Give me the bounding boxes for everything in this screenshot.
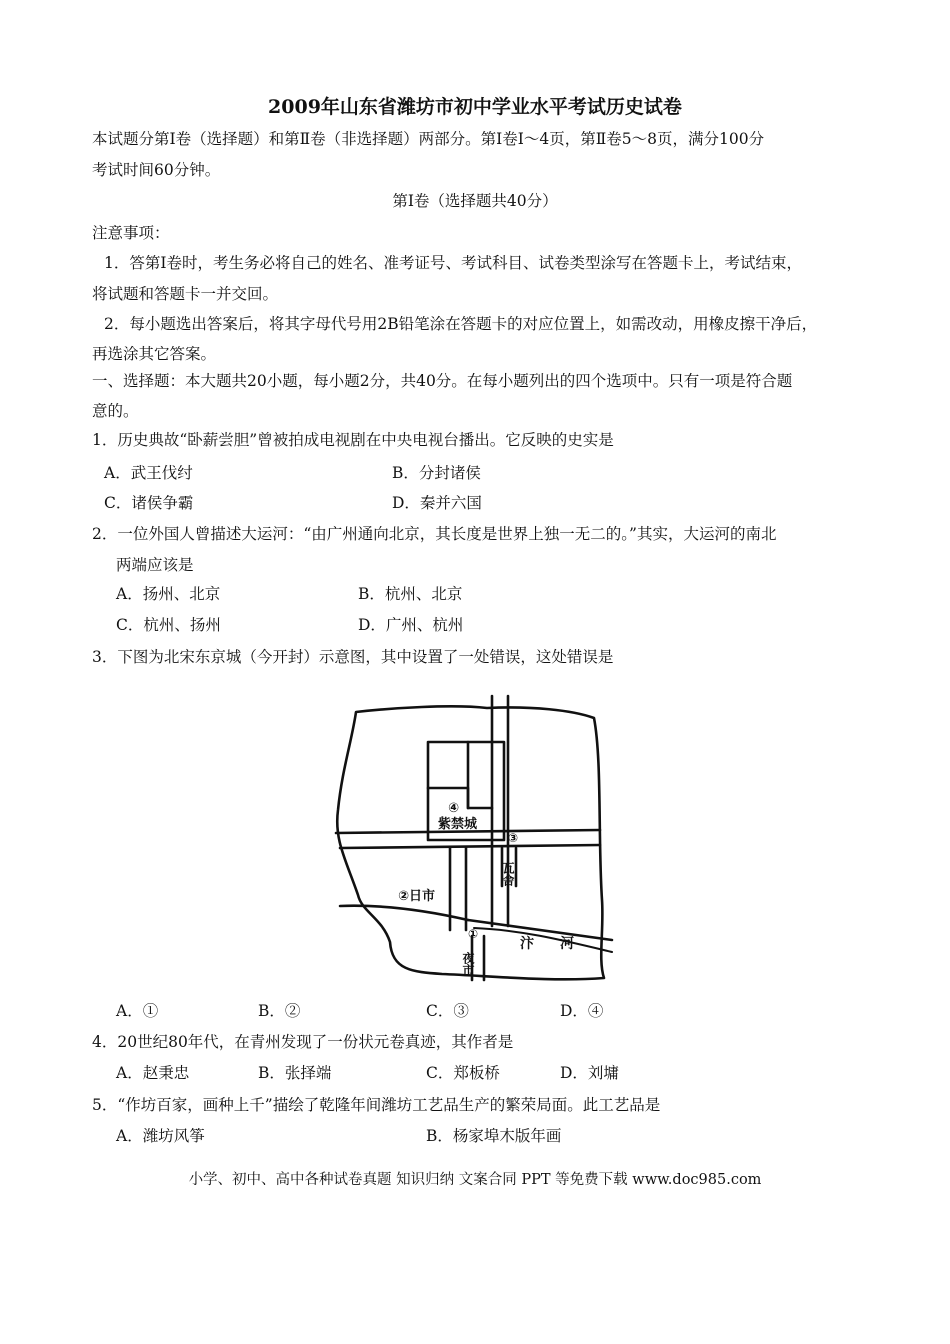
q5-stem: 5．“作坊百家，画种上千”描绘了乾隆年间潍坊工艺品生产的繁荣局面。此工艺品是 bbox=[92, 1096, 661, 1114]
intro-line-1: 本试题分第Ⅰ卷（选择题）和第Ⅱ卷（非选择题）两部分。第Ⅰ卷Ⅰ～4页，第Ⅱ卷5～8页，满分100分 bbox=[92, 130, 765, 148]
q3-option-c: C．③ bbox=[426, 1002, 469, 1020]
q3-option-b: B．② bbox=[258, 1002, 301, 1020]
map-label-4: ④ bbox=[448, 801, 460, 816]
q2-option-b: B．杭州、北京 bbox=[358, 585, 463, 603]
notice-item-2-line-1: 2．每小题选出答案后，将其字母代号用2B铅笔涂在答题卡的对应位置上，如需改动，用橡皮擦干净后， bbox=[104, 315, 818, 333]
q3-stem: 3．下图为北宋东京城（今开封）示意图，其中设置了一处错误，这处错误是 bbox=[92, 648, 614, 666]
q5-option-a: A．潍坊风筝 bbox=[116, 1127, 205, 1145]
q1-stem: 1．历史典故“卧薪尝胆”曾被拍成电视剧在中央电视台播出。它反映的史实是 bbox=[92, 431, 614, 449]
q4-option-b: B．张择端 bbox=[258, 1064, 332, 1082]
notice-heading: 注意事项： bbox=[92, 224, 170, 242]
section1-line-2: 意的。 bbox=[92, 402, 139, 420]
palace-block bbox=[428, 788, 492, 808]
q5-option-b: B．杨家埠木版年画 bbox=[426, 1127, 562, 1145]
notice-item-2-line-2: 再选涂其它答案。 bbox=[92, 345, 217, 363]
exam-title: 2009年山东省潍坊市初中学业水平考试历史试卷 bbox=[268, 96, 682, 118]
notice-item-1-line-1: 1．答第Ⅰ卷时，考生务必将自己的姓名、准考证号、考试科目、试卷类型涂写在答题卡上，考试结束， bbox=[104, 254, 802, 272]
q2-option-a: A．扬州、北京 bbox=[116, 585, 221, 603]
q4-stem: 4．20世纪80年代，在青州发现了一份状元卷真迹，其作者是 bbox=[92, 1033, 514, 1051]
q3-option-d: D．④ bbox=[560, 1002, 604, 1020]
map-label-palace: 紫禁城 bbox=[438, 817, 478, 832]
q2-stem-line-1: 2．一位外国人曾描述大运河：“由广州通向北京，其长度是世界上独一无二的。”其实，大运河的南北 bbox=[92, 525, 777, 543]
notice-item-1-line-2: 将试题和答题卡一并交回。 bbox=[92, 285, 279, 303]
map-label-3: ③ bbox=[508, 831, 519, 845]
section1-line-1: 一、选择题：本大题共20小题，每小题2分，共40分。在每小题列出的四个选项中。只有一项是符合题 bbox=[92, 372, 793, 390]
q1-option-a: A．武王伐纣 bbox=[104, 464, 193, 482]
q4-option-a: A．赵秉忠 bbox=[116, 1064, 190, 1082]
q4-option-c: C．郑板桥 bbox=[426, 1064, 500, 1082]
q2-option-d: D．广州、杭州 bbox=[358, 616, 464, 634]
part1-heading: 第Ⅰ卷（选择题共40分） bbox=[392, 192, 558, 210]
map-label-2: ②日市 bbox=[398, 889, 436, 904]
q4-option-d: D．刘墉 bbox=[560, 1064, 619, 1082]
map-label-night: 夜市 bbox=[461, 952, 475, 976]
q3-option-a: A．① bbox=[116, 1002, 159, 1020]
page-footer: 小学、初中、高中各种试卷真题 知识归纳 文案合同 PPT 等免费下载 www.doc985.com bbox=[188, 1172, 762, 1188]
q1-option-b: B．分封诸侯 bbox=[392, 464, 481, 482]
q2-stem-line-2: 两端应该是 bbox=[116, 556, 194, 574]
intro-line-2: 考试时间60分钟。 bbox=[92, 161, 221, 179]
q2-option-c: C．杭州、扬州 bbox=[116, 616, 221, 634]
map-label-1: ① bbox=[468, 927, 479, 941]
kaifeng-city-map bbox=[332, 690, 622, 990]
q1-option-d: D．秦并六国 bbox=[392, 494, 482, 512]
map-label-wa: 瓦舍 bbox=[501, 862, 515, 886]
map-label-river: 汴河 bbox=[520, 936, 600, 952]
q1-option-c: C．诸侯争霸 bbox=[104, 494, 194, 512]
